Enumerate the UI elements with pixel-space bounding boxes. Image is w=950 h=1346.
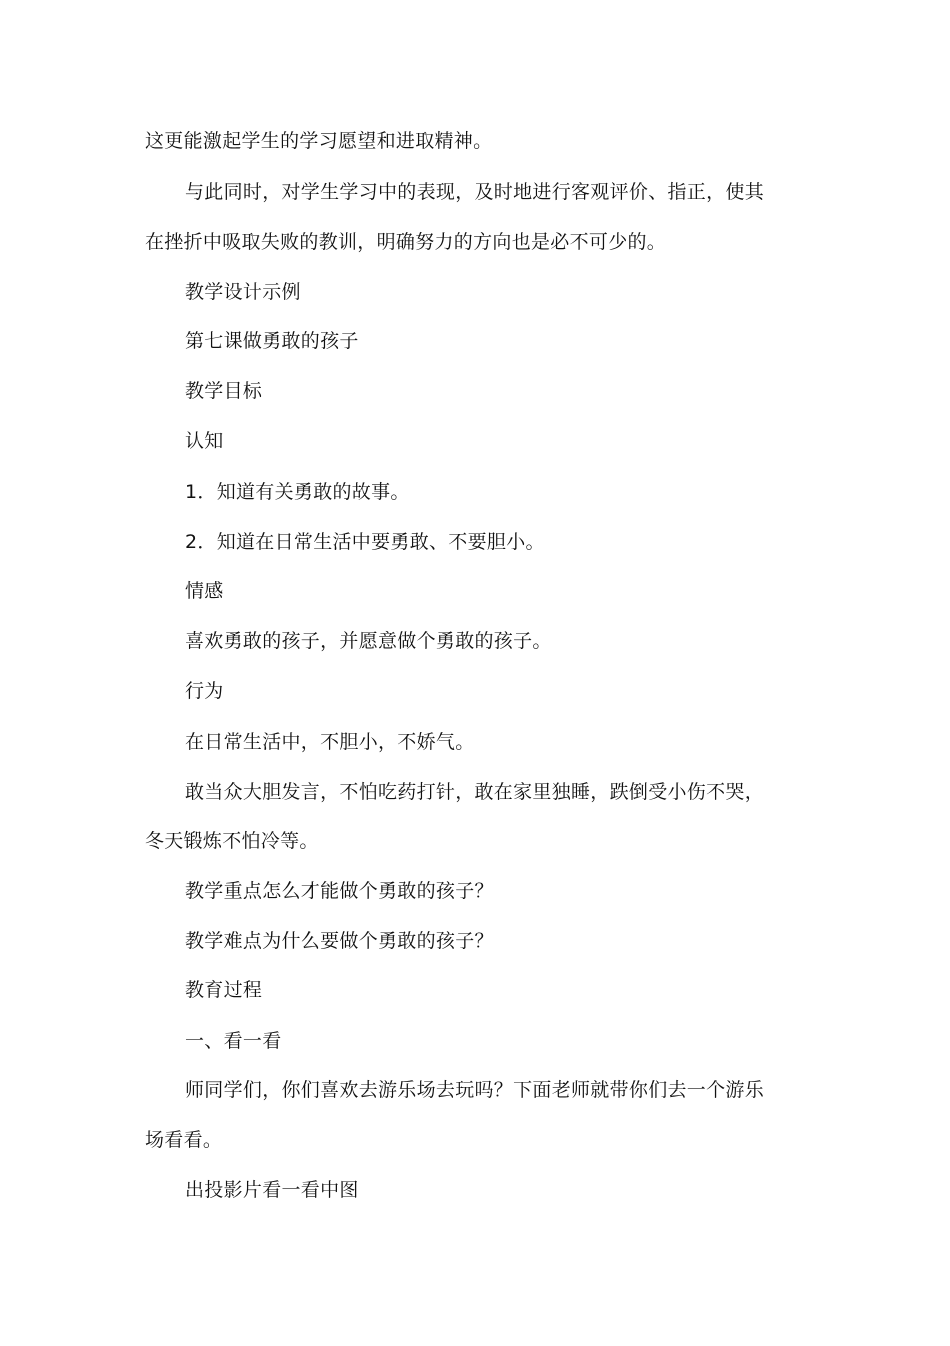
paragraph-line: 在日常生活中，不胆小，不娇气。 <box>185 731 475 753</box>
section-heading: 教育过程 <box>185 979 263 1001</box>
paragraph-line: 教学重点怎么才能做个勇敢的孩子？ <box>185 880 494 902</box>
paragraph-line: 在挫折中吸取失败的教训，明确努力的方向也是必不可少的。 <box>145 231 667 253</box>
paragraph-line: 场看看。 <box>145 1129 223 1151</box>
paragraph-line: 敢当众大胆发言，不怕吃药打针，敢在家里独睡，跌倒受小伤不哭， <box>185 781 765 803</box>
paragraph-line: 与此同时，对学生学习中的表现，及时地进行客观评价、指正，使其 <box>185 181 765 203</box>
section-heading: 教学设计示例 <box>185 281 301 303</box>
paragraph-line: 出投影片看一看中图 <box>185 1179 359 1201</box>
list-item: 1．知道有关勇敢的故事。 <box>185 481 410 503</box>
paragraph-line: 这更能激起学生的学习愿望和进取精神。 <box>145 130 493 152</box>
paragraph-line: 冬天锻炼不怕冷等。 <box>145 830 319 852</box>
subsection-heading: 行为 <box>185 680 224 702</box>
paragraph-line: 师同学们，你们喜欢去游乐场去玩吗？下面老师就带你们去一个游乐 <box>185 1079 765 1101</box>
subsection-heading: 认知 <box>185 430 224 452</box>
subsection-heading: 情感 <box>185 580 224 602</box>
subsection-heading: 一、看一看 <box>185 1030 282 1052</box>
lesson-title: 第七课做勇敢的孩子 <box>185 330 359 352</box>
list-item: 2．知道在日常生活中要勇敢、不要胆小。 <box>185 531 545 553</box>
paragraph-line: 教学难点为什么要做个勇敢的孩子？ <box>185 930 494 952</box>
section-heading: 教学目标 <box>185 380 263 402</box>
paragraph-line: 喜欢勇敢的孩子，并愿意做个勇敢的孩子。 <box>185 630 552 652</box>
